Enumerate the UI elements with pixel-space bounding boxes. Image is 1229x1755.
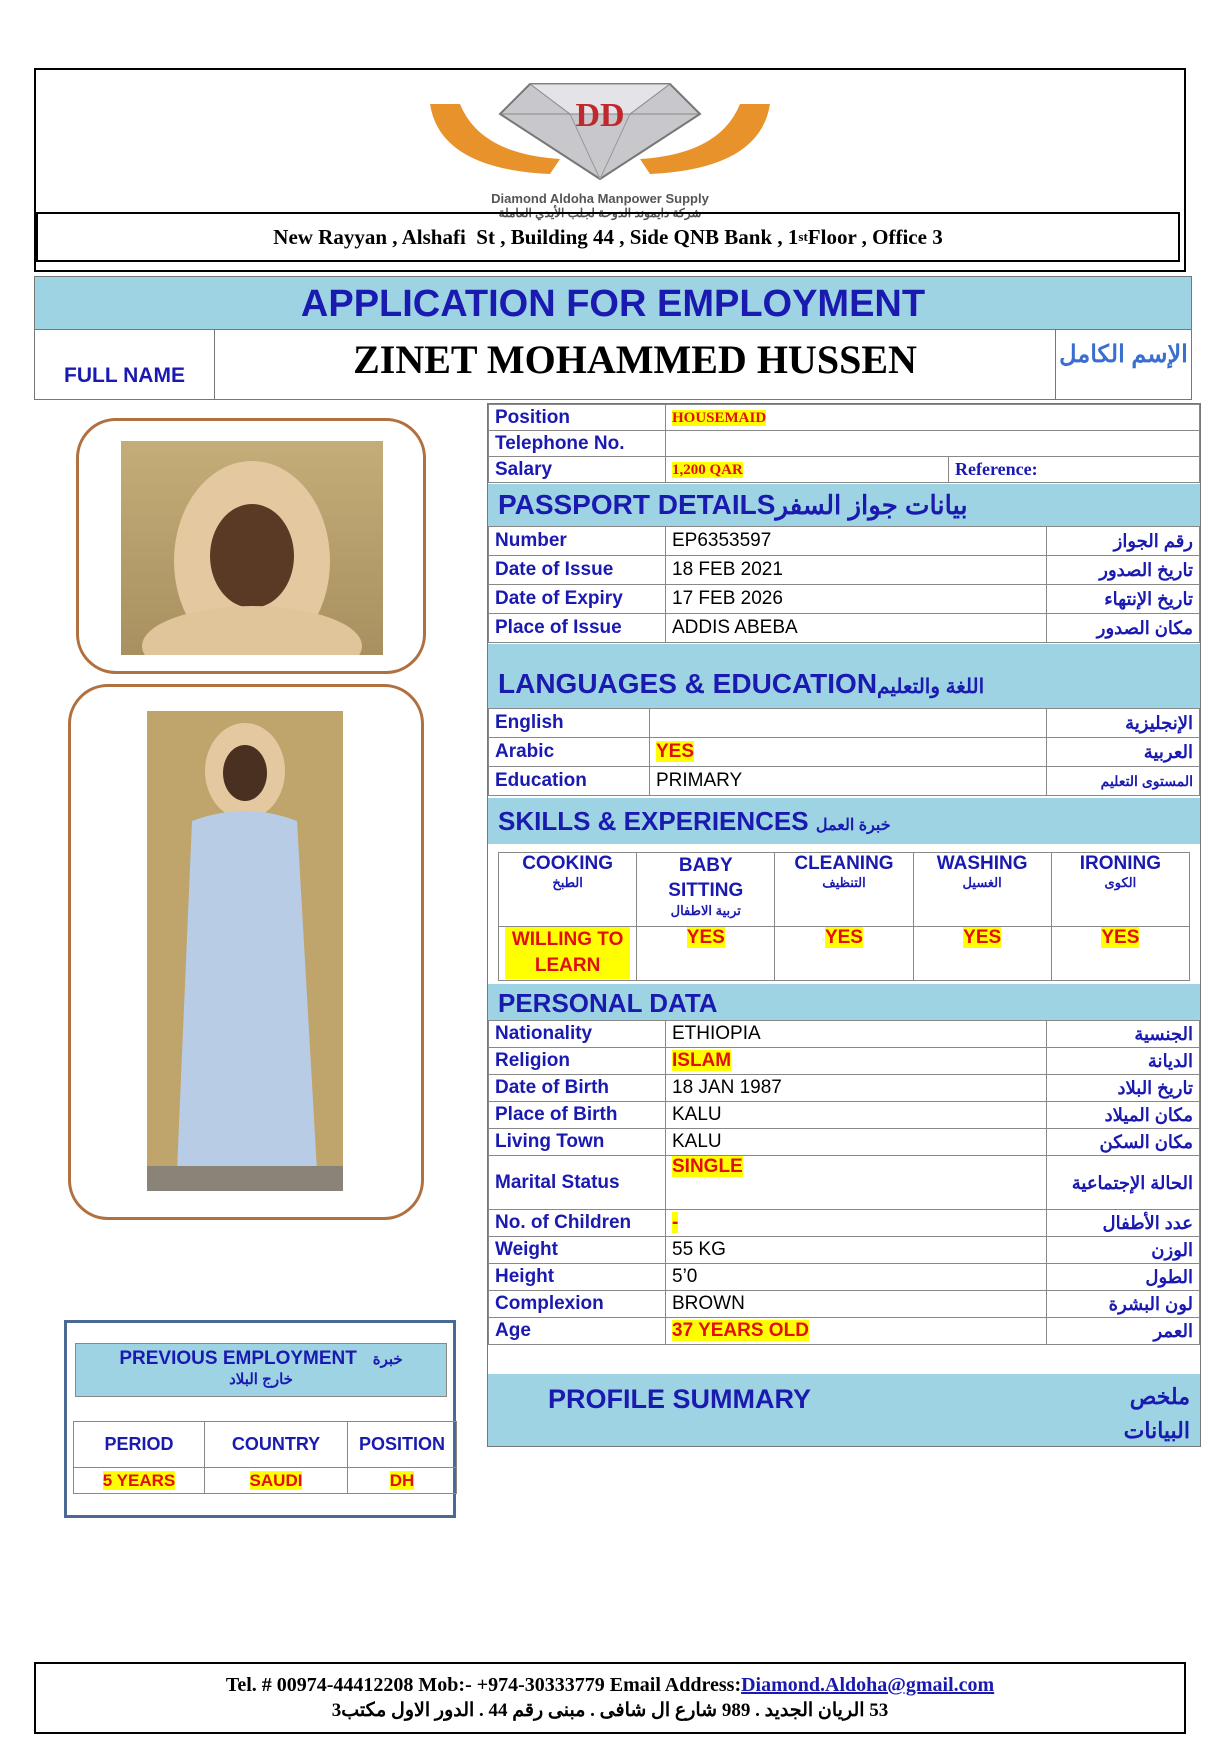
position-history-value: DH: [389, 1470, 415, 1490]
arabic-label: Arabic: [489, 738, 650, 767]
living-town-value: KALU: [666, 1129, 1047, 1156]
details-panel: [487, 403, 1201, 1447]
svg-text:DD: DD: [575, 97, 625, 134]
column-position: POSITION: [348, 1422, 457, 1468]
period-cell: [74, 1468, 205, 1494]
skill-babysitting-value-cell: [637, 927, 775, 981]
place-of-birth-label: Place of Birth: [489, 1102, 666, 1129]
nationality-label-ar: الجنسية: [1047, 1021, 1200, 1048]
weight-value: 55 KG: [666, 1237, 1047, 1264]
telephone-label: Telephone No.: [489, 431, 666, 457]
address-text-part2: Floor , Office 3: [807, 224, 943, 249]
skills-heading: SKILLS & EXPERIENCES: [498, 806, 809, 836]
previous-employment-box: [64, 1320, 456, 1518]
nationality-value: ETHIOPIA: [666, 1021, 1047, 1048]
company-name-ar: شركة دايموند الدوحة لجلب الأيدي العاملة: [498, 206, 702, 220]
skill-cooking-label-ar: الطبخ: [552, 875, 583, 890]
previous-employment-heading-ar-2: خارج البلاد: [229, 1371, 293, 1388]
page-title: APPLICATION FOR EMPLOYMENT: [34, 276, 1192, 330]
table-row: [74, 1468, 457, 1494]
education-value: PRIMARY: [650, 767, 1047, 796]
full-name-label-ar: الإسم الكامل: [1055, 330, 1191, 400]
children-value-cell: [666, 1210, 1047, 1237]
issue-date-label: Date of Issue: [489, 556, 666, 585]
arabic-label-ar: العربية: [1047, 738, 1200, 767]
salary-value-cell: [666, 457, 949, 483]
skills-heading-bar: [488, 798, 1200, 844]
skill-ironing-label-ar: الكوى: [1104, 875, 1137, 890]
arabic-value: YES: [656, 741, 695, 762]
age-label-ar: العمر: [1047, 1318, 1200, 1345]
address-bar: [36, 212, 1180, 262]
issue-date-label-ar: تاريخ الصدور: [1047, 556, 1200, 585]
column-period: PERIOD: [74, 1422, 205, 1468]
previous-employment-heading-ar: خبرة: [372, 1351, 403, 1368]
religion-label: Religion: [489, 1048, 666, 1075]
skill-babysitting-label-ar: تربية الاطفال: [670, 903, 741, 918]
table-row: [489, 1021, 1200, 1048]
marital-status-value: SINGLE: [672, 1156, 743, 1177]
country-cell: [205, 1468, 348, 1494]
full-body-photo-frame: [68, 684, 424, 1220]
skill-babysitting-label: BABY SITTING: [668, 855, 744, 901]
skill-ironing-value-cell: [1051, 927, 1189, 981]
children-label-ar: عدد الأطفال: [1047, 1210, 1200, 1237]
table-row: [489, 585, 1200, 614]
previous-employment-heading-bar: [75, 1343, 447, 1397]
place-of-birth-value: KALU: [666, 1102, 1047, 1129]
place-of-issue-label: Place of Issue: [489, 614, 666, 643]
passport-table: [488, 526, 1200, 643]
position-value-cell: [666, 405, 1200, 431]
table-row: [489, 1075, 1200, 1102]
passport-heading-ar: بيانات جواز السفر: [775, 490, 968, 520]
languages-heading-bar: [488, 644, 1200, 708]
children-label: No. of Children: [489, 1210, 666, 1237]
religion-value-cell: [666, 1048, 1047, 1075]
table-row: [489, 1264, 1200, 1291]
marital-status-value-cell: [666, 1156, 1047, 1210]
complexion-label: Complexion: [489, 1291, 666, 1318]
passport-number-label: Number: [489, 527, 666, 556]
marital-status-label: Marital Status: [489, 1156, 666, 1210]
education-label-ar: المستوى التعليم: [1047, 767, 1200, 796]
company-logo: [400, 74, 800, 220]
salary-value: 1,200 QAR: [672, 461, 743, 478]
languages-heading-ar: اللغة والتعليم: [877, 676, 985, 698]
complexion-label-ar: لون البشرة: [1047, 1291, 1200, 1318]
personal-heading: PERSONAL DATA: [498, 988, 718, 1018]
country-value: SAUDI: [249, 1470, 303, 1490]
profile-summary-bar: [488, 1374, 1200, 1446]
english-value: [650, 709, 1047, 738]
position-label: Position: [489, 405, 666, 431]
previous-employment-heading: PREVIOUS EMPLOYMENT: [119, 1348, 357, 1369]
skill-washing-label: WASHING: [936, 853, 1028, 874]
full-body-photo: [147, 711, 343, 1191]
previous-employment-heading-line: [76, 1348, 446, 1370]
dob-value: 18 JAN 1987: [666, 1075, 1047, 1102]
footer-address-ar: 53 الريان الجديد . 989 شارع ال شافى . مبنى رقم 44 . الدور الاول مكتب3: [331, 1700, 889, 1721]
nationality-label: Nationality: [489, 1021, 666, 1048]
table-row: [489, 1156, 1200, 1210]
passport-heading-bar: [488, 484, 1200, 526]
languages-table: [488, 708, 1200, 796]
skill-cleaning-label: CLEANING: [794, 853, 894, 874]
personal-heading-bar: [488, 984, 1200, 1020]
table-row: [489, 556, 1200, 585]
table-row: [489, 1318, 1200, 1345]
footer-contact-line: [36, 1674, 1184, 1697]
skills-heading-ar: خبرة العمل: [815, 817, 891, 834]
portrait-photo-frame: [76, 418, 426, 674]
footer-email-link[interactable]: Diamond.Aldoha@gmail.com: [741, 1674, 995, 1696]
skill-cleaning-value: YES: [824, 927, 863, 948]
passport-number-label-ar: رقم الجواز: [1047, 527, 1200, 556]
table-row: [489, 738, 1200, 767]
children-value: -: [672, 1212, 679, 1233]
height-value: 5’0: [666, 1264, 1047, 1291]
skill-cooking-header: [499, 853, 637, 927]
religion-value: ISLAM: [672, 1050, 732, 1071]
place-of-birth-label-ar: مكان الميلاد: [1047, 1102, 1200, 1129]
table-row: [489, 709, 1200, 738]
dob-label-ar: تاريخ البلاد: [1047, 1075, 1200, 1102]
place-of-issue-label-ar: مكان الصدور: [1047, 614, 1200, 643]
religion-label-ar: الديانة: [1047, 1048, 1200, 1075]
skill-ironing-header: [1051, 853, 1189, 927]
job-table: [488, 404, 1200, 483]
salary-label: Salary: [489, 457, 666, 483]
table-row: [489, 614, 1200, 643]
arabic-value-cell: [650, 738, 1047, 767]
skill-washing-value-cell: [913, 927, 1051, 981]
previous-employment-table: [73, 1421, 457, 1494]
footer-box: [34, 1662, 1186, 1734]
table-row: [489, 1210, 1200, 1237]
expiry-date-label-ar: تاريخ الإنتهاء: [1047, 585, 1200, 614]
living-town-label-ar: مكان السكن: [1047, 1129, 1200, 1156]
address-text-part1: New Rayyan , Alshafi St , Building 44 , Side QNB Bank , 1: [273, 224, 799, 249]
person-portrait-icon: [121, 441, 383, 655]
skills-table: [498, 852, 1190, 981]
column-country: COUNTRY: [205, 1422, 348, 1468]
period-value: 5 YEARS: [102, 1470, 176, 1490]
skill-washing-label-ar: الغسيل: [962, 875, 1002, 890]
marital-status-label-ar: الحالة الإجتماعية: [1047, 1156, 1200, 1210]
skill-washing-header: [913, 853, 1051, 927]
skill-cooking-label: COOKING: [522, 853, 613, 874]
english-label-ar: الإنجليزية: [1047, 709, 1200, 738]
table-row: [489, 1129, 1200, 1156]
table-row: [489, 767, 1200, 796]
skills-value-row: [499, 927, 1190, 981]
table-row: [489, 527, 1200, 556]
skill-ironing-label: IRONING: [1079, 853, 1162, 874]
english-label: English: [489, 709, 650, 738]
skill-cleaning-label-ar: التنظيف: [822, 875, 866, 890]
passport-heading: PASSPORT DETAILS: [498, 489, 776, 520]
skill-cleaning-value-cell: [775, 927, 913, 981]
expiry-date-label: Date of Expiry: [489, 585, 666, 614]
age-value: 37 YEARS OLD: [672, 1320, 809, 1341]
weight-label: Weight: [489, 1237, 666, 1264]
skill-babysitting-value: YES: [686, 927, 725, 948]
reference-label: Reference:: [949, 457, 1200, 483]
age-value-cell: [666, 1318, 1047, 1345]
education-label: Education: [489, 767, 650, 796]
person-standing-icon: [147, 711, 343, 1191]
table-row: [489, 1291, 1200, 1318]
skill-ironing-value: YES: [1101, 927, 1140, 948]
table-row: [489, 1048, 1200, 1075]
issue-date-value: 18 FEB 2021: [666, 556, 1047, 585]
skill-cooking-value: WILLING TO LEARN: [505, 927, 630, 979]
profile-summary-heading-ar: ملخص البيانات: [1123, 1384, 1190, 1443]
expiry-date-value: 17 FEB 2026: [666, 585, 1047, 614]
languages-heading: LANGUAGES & EDUCATION: [498, 668, 878, 699]
table-row: [489, 1237, 1200, 1264]
skills-header-row: [499, 853, 1190, 927]
dob-label: Date of Birth: [489, 1075, 666, 1102]
full-name-value: ZINET MOHAMMED HUSSEN: [353, 337, 917, 382]
living-town-label: Living Town: [489, 1129, 666, 1156]
passport-number-value: EP6353597: [666, 527, 1047, 556]
portrait-photo: [121, 441, 383, 655]
age-label: Age: [489, 1318, 666, 1345]
skill-babysitting-header: [637, 853, 775, 927]
complexion-value: BROWN: [666, 1291, 1047, 1318]
address-superscript: st: [798, 229, 808, 244]
position-cell: [348, 1468, 457, 1494]
full-name-label: FULL NAME: [35, 330, 215, 400]
table-header-row: [74, 1422, 457, 1468]
height-label-ar: الطول: [1047, 1264, 1200, 1291]
weight-label-ar: الوزن: [1047, 1237, 1200, 1264]
table-row: [489, 1102, 1200, 1129]
skill-cleaning-header: [775, 853, 913, 927]
full-name-row: [34, 330, 1192, 400]
place-of-issue-value: ADDIS ABEBA: [666, 614, 1047, 643]
footer-contact: Tel. # 00974-44412208 Mob:- +974-30333779 Email Address:: [225, 1674, 742, 1696]
telephone-value: [666, 431, 1200, 457]
personal-table: [488, 1020, 1200, 1345]
position-value: HOUSEMAID: [672, 409, 767, 426]
height-label: Height: [489, 1264, 666, 1291]
skill-washing-value: YES: [963, 927, 1002, 948]
company-name-en: Diamond Aldoha Manpower Supply: [491, 191, 709, 206]
profile-summary-heading: PROFILE SUMMARY: [548, 1384, 811, 1414]
skill-cooking-value-cell: [499, 927, 637, 981]
diamond-hands-icon: [400, 74, 800, 184]
